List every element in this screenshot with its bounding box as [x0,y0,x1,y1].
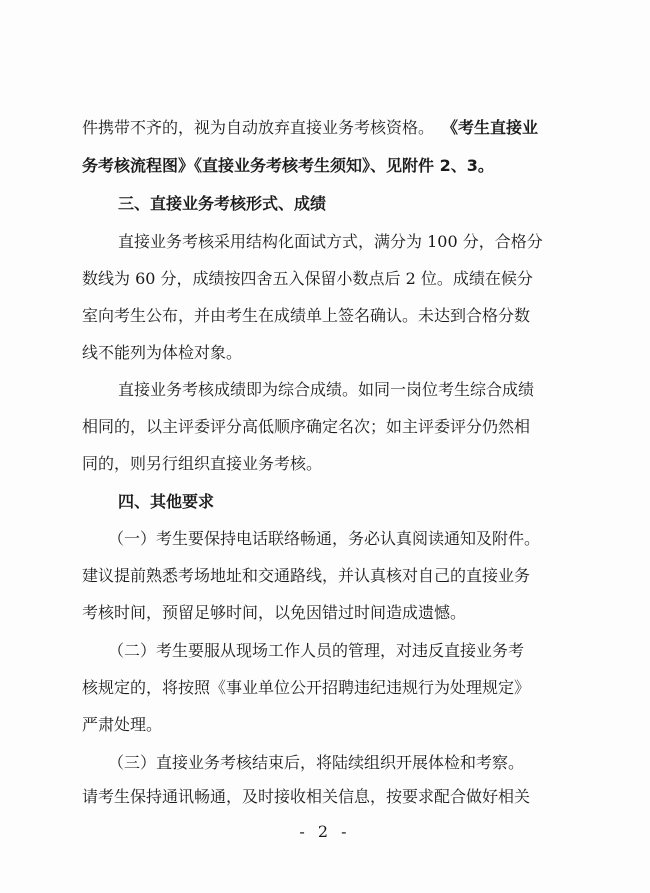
page-number: - 2 - [299,822,351,841]
text-line [0,633,650,669]
body-text: 建议提前熟悉考场地址和交通路线，并认真核对自己的直接业务 [82,566,531,585]
body-text: 数线为 60 分，成绩按四舍五入保留小数点后 2 位。成绩在候分 [82,269,533,288]
section-heading-text: 四、其他要求 [118,492,215,511]
body-text: 直接业务考核成绩即为综合成绩。如同一岗位考生综合成绩 [118,380,535,399]
text-line [0,558,650,594]
text-line [0,446,650,482]
section-heading [0,186,650,222]
text-line [0,670,650,706]
body-text: 考核时间，预留足够时间，以免因错过时间造成遗憾。 [82,603,467,622]
body-text: 相同的，以主评委评分高低顺序确定名次；如主评委评分仍然相 [82,417,531,436]
section-heading [0,484,650,520]
text-line [0,148,650,184]
text-line [0,782,650,812]
text-line [0,335,650,371]
body-text: 室向考生公布，并由考生在成绩单上签名确认。未达到合格分数 [82,306,531,325]
body-text: 请考生保持通讯畅通，及时接收相关信息，按要求配合做好相关 [82,787,531,806]
text-line [0,298,650,334]
body-text: 件携带不齐的，视为自动放弃直接业务考核资格。 [82,118,435,137]
attachment-reference: 《考生直接业 [442,118,539,137]
body-text: （二）考生要服从现场工作人员的管理，对违反直接业务考 [108,641,525,660]
body-text: 严肃处理。 [82,715,163,734]
body-text: （三）直接业务考核结束后，将陆续组织开展体检和考察。 [108,753,525,772]
text-line [0,745,650,781]
body-text: 直接业务考核采用结构化面试方式，满分为 100 分，合格分 [118,232,543,251]
body-text: （一）考生要保持电话联络畅通，务必认真阅读通知及附件。 [108,529,541,548]
section-heading-text: 三、直接业务考核形式、成绩 [118,194,327,213]
text-line [0,707,650,743]
body-text: 核规定的，将按照《事业单位公开招聘违纪违规行为处理规定》 [82,678,531,697]
text-line [0,224,650,260]
text-line [0,595,650,631]
text-line [0,521,650,557]
text-line [0,110,650,146]
body-text: 线不能列为体检对象。 [82,343,243,362]
text-line [0,261,650,297]
body-text: 同的，则另行组织直接业务考核。 [82,454,323,473]
text-line [0,409,650,445]
text-line [0,372,650,408]
attachment-reference: 务考核流程图》《直接业务考核考生须知》、见附件 2、3。 [82,156,494,175]
